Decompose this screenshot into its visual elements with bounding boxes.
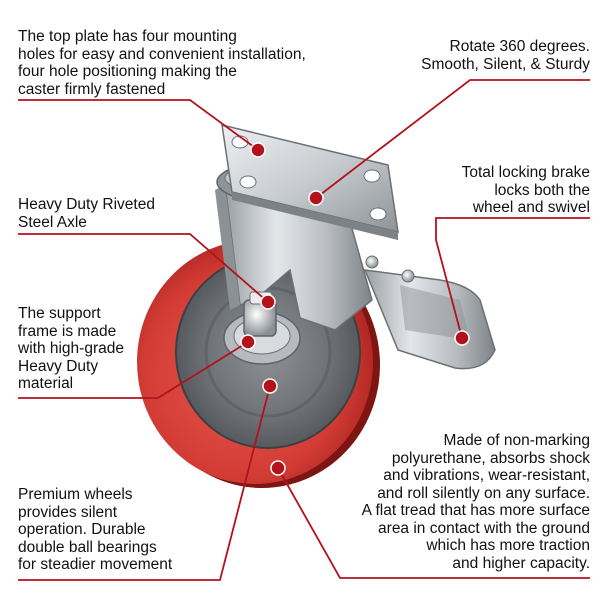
callout-dot-top-plate [251,143,265,157]
callout-dot-frame [241,335,255,349]
callout-rotate: Rotate 360 degrees. Smooth, Silent, & Sturdy [421,38,590,73]
callout-dot-axle [261,295,275,309]
callout-dot-wheels [263,379,277,393]
callout-top-plate: The top plate has four mounting holes for easy and convenient installation, four hole positioning making the caster firmly fastened [18,28,306,98]
mounting-hole [240,176,256,188]
mounting-hole [370,208,386,220]
rivet [402,270,414,282]
rivet [366,256,378,268]
brake-lever [365,270,495,369]
callout-axle: Heavy Duty Riveted Steel Axle [18,196,155,231]
callout-brake: Total locking brake locks both the wheel and swivel [461,164,590,216]
callout-dot-rotate [309,191,323,205]
callout-frame: The support frame is made with high-grade Heavy Duty material [18,305,124,392]
callout-dot-brake [455,331,469,345]
mounting-hole [364,170,380,182]
callout-wheels: Premium wheels provides silent operation. Durable double ball bearings for steadier movement [18,486,173,573]
callout-tread: Made of non-marking polyurethane, absorbs shock and vibrations, wear-resistant, and roll silently on any surface. A flat tread that has more surface area in contact with the ground which has more traction and higher capacity. [361,432,590,572]
callout-dot-tread [271,461,285,475]
